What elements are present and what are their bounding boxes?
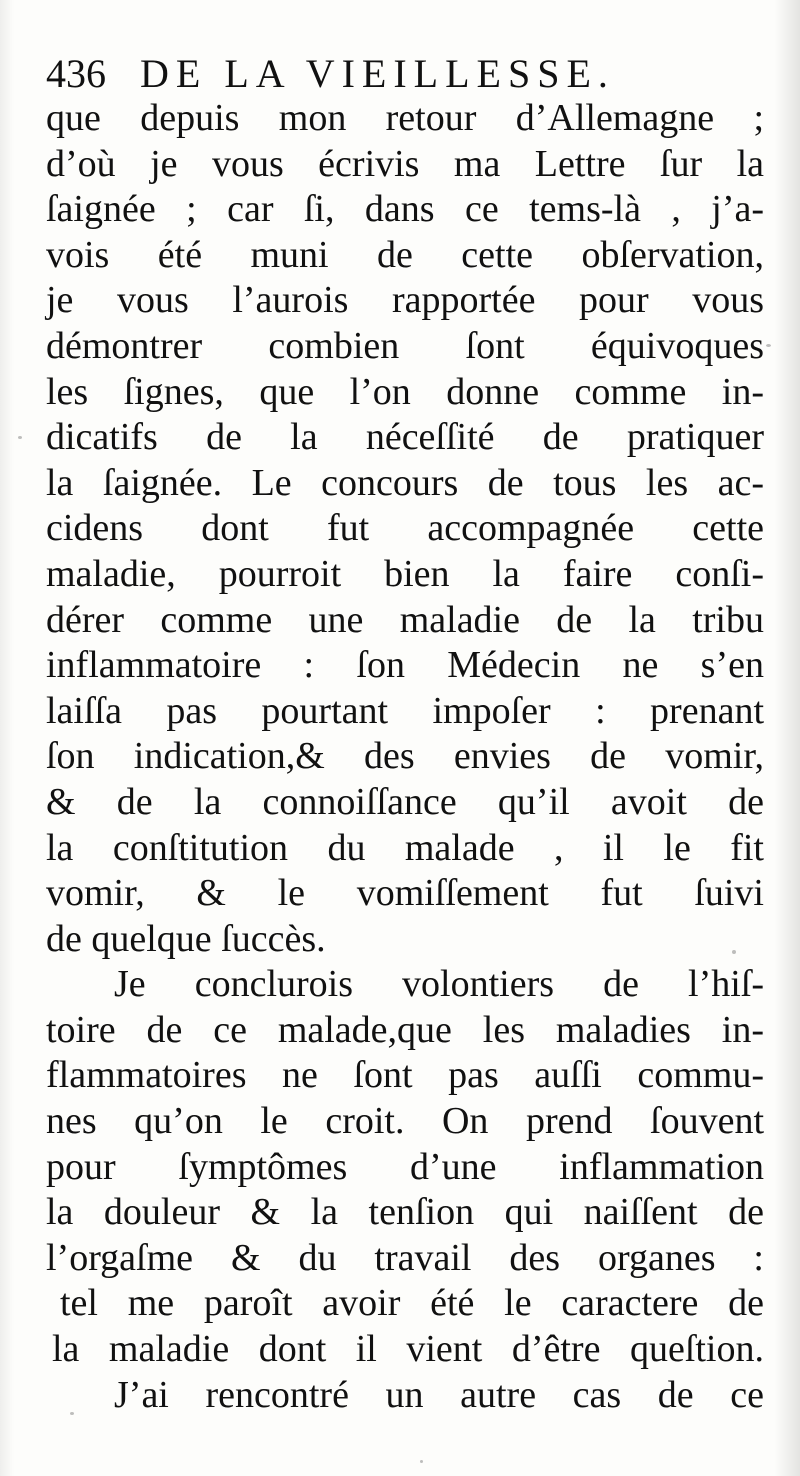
text-line: dicatifs de la néceſſité de pratiquer (46, 416, 764, 459)
paragraph-first-line: J’ai rencontré un autre cas de ce (114, 1373, 764, 1416)
text-line: dérer comme une maladie de la tribu (46, 598, 764, 641)
text-line: vois été muni de cette obſervation, (46, 233, 764, 276)
text-line: pour ſymptômes d’une inflammation (46, 1145, 764, 1188)
text-line: cidens dont fut accompagnée cette (46, 507, 764, 550)
text-line: maladie, pourroit bien la faire conſi- (46, 552, 764, 595)
text-line: la douleur & la tenſion qui naiſſent de (46, 1191, 764, 1234)
text-line: démontrer combien ſont équivoques (46, 324, 764, 367)
text-line: laiſſa pas pourtant impoſer : prenant (46, 689, 764, 732)
text-line: ſon indication,& des envies de vomir, (46, 735, 764, 778)
running-head (46, 48, 766, 100)
text-line: d’où je vous écrivis ma Lettre ſur la (46, 142, 764, 185)
paragraph-last-line: la maladie dont il vient d’être queſtion. (52, 1328, 764, 1371)
page-edge-shadow-left (0, 0, 14, 1476)
page-number: 436 (46, 51, 106, 96)
text-line: vomir, & le vomiſſement fut ſuivi (46, 872, 764, 915)
page-edge-shadow-right (774, 0, 800, 1476)
paragraph-first-line: Je conclurois volontiers de l’hiſ- (114, 963, 764, 1006)
text-line: & de la connoiſſance qu’il avoit de (46, 780, 764, 823)
text-line: la conſtitution du malade , il le fit (46, 826, 764, 869)
text-line: tel me paroît avoir été le caractere de (60, 1282, 764, 1325)
text-line: flammatoires ne ſont pas auſſi commu- (46, 1054, 764, 1097)
print-speck (420, 1460, 423, 1463)
text-line: je vous l’aurois rapportée pour vous (46, 279, 764, 322)
text-line: la ſaignée. Le concours de tous les ac- (46, 461, 764, 504)
text-line: toire de ce malade,que les maladies in- (46, 1008, 764, 1051)
text-line: inflammatoire : ſon Médecin ne s’en (46, 644, 764, 687)
print-speck (18, 436, 22, 439)
text-line: que depuis mon retour d’Allemagne ; (46, 97, 764, 139)
paragraph-last-line: de quelque ſuccès. (46, 917, 326, 960)
running-head-title: DE LA VIEILLESSE. (140, 51, 615, 96)
print-speck (732, 950, 736, 954)
print-speck (70, 1412, 74, 1415)
text-line: l’orgaſme & du travail des organes : (46, 1236, 764, 1279)
text-line: les ſignes, que l’on donne comme in- (46, 370, 764, 413)
print-speck (766, 344, 771, 347)
text-line: ſaignée ; car ſi, dans ce tems-là , j’a- (46, 188, 764, 231)
text-line: nes qu’on le croit. On prend ſouvent (46, 1100, 764, 1143)
body-text (46, 96, 764, 1418)
